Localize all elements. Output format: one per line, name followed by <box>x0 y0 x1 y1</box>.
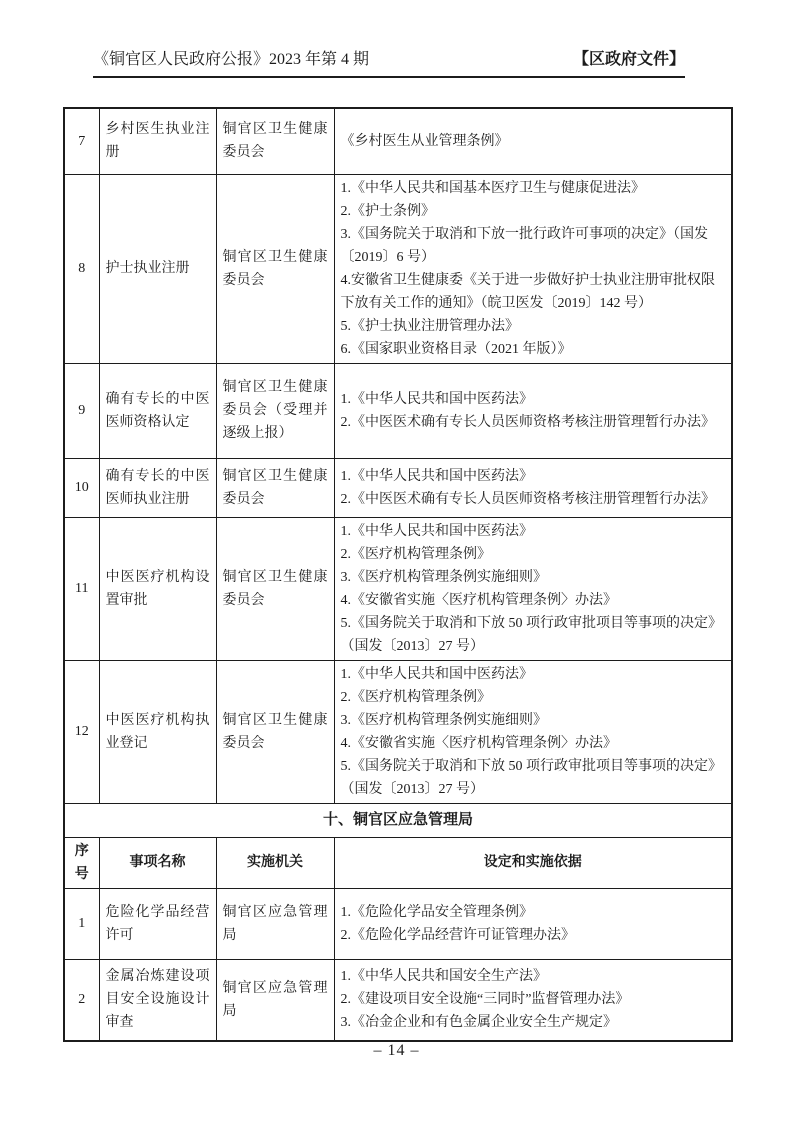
basis-item: 2.《医疗机构管理条例》 <box>340 689 491 705</box>
basis-item: 1.《中华人民共和国中医药法》 <box>340 523 533 539</box>
row-basis <box>334 108 732 174</box>
row-item: 乡村医生执业注册 <box>99 108 216 174</box>
column-header: 设定和实施依据 <box>334 837 732 888</box>
table-row <box>64 660 732 803</box>
basis-item: 《乡村医生从业管理条例》 <box>340 133 509 149</box>
row-agency: 铜官区应急管理局 <box>216 888 334 959</box>
column-header: 序号 <box>64 837 99 888</box>
basis-item: 5.《国务院关于取消和下放 50 项行政审批项目等事项的决定》（国发〔2013〕27 号） <box>340 615 722 654</box>
table-row <box>64 959 732 1041</box>
table-row <box>64 517 732 660</box>
basis-item: 4.《安徽省实施〈医疗机构管理条例〉办法》 <box>340 735 617 751</box>
basis-item: 1.《中华人民共和国中医药法》 <box>340 666 533 682</box>
basis-item: 4.安徽省卫生健康委《关于进一步做好护士执业注册审批权限下放有关工作的通知》（皖卫医发〔2019〕142 号） <box>340 272 715 311</box>
row-item: 确有专长的中医医师资格认定 <box>99 363 216 458</box>
basis-item: 2.《医疗机构管理条例》 <box>340 546 491 562</box>
row-item: 确有专长的中医医师执业注册 <box>99 458 216 517</box>
table-row <box>64 108 732 174</box>
row-basis <box>334 660 732 803</box>
table-row <box>64 458 732 517</box>
column-header-row <box>64 837 732 888</box>
row-basis <box>334 888 732 959</box>
row-seq: 1 <box>64 888 99 959</box>
table-row <box>64 888 732 959</box>
row-item: 护士执业注册 <box>99 174 216 363</box>
basis-item: 2.《中医医术确有专长人员医师资格考核注册管理暂行办法》 <box>340 491 715 507</box>
row-item: 金属冶炼建设项目安全设施设计审查 <box>99 959 216 1041</box>
row-agency: 铜官区卫生健康委员会 <box>216 458 334 517</box>
basis-item: 2.《危险化学品经营许可证管理办法》 <box>340 927 575 943</box>
table-row <box>64 174 732 363</box>
basis-item: 6.《国家职业资格目录（2021 年版）》 <box>340 341 572 357</box>
basis-item: 3.《国务院关于取消和下放一批行政许可事项的决定》（国发〔2019〕6 号） <box>340 226 708 265</box>
row-agency: 铜官区应急管理局 <box>216 959 334 1041</box>
row-seq: 12 <box>64 660 99 803</box>
basis-item: 5.《护士执业注册管理办法》 <box>340 318 519 334</box>
row-seq: 11 <box>64 517 99 660</box>
approval-table <box>63 107 733 1042</box>
page-header <box>93 50 685 78</box>
column-header: 实施机关 <box>216 837 334 888</box>
basis-item: 5.《国务院关于取消和下放 50 项行政审批项目等事项的决定》（国发〔2013〕27 号） <box>340 758 722 797</box>
row-seq: 9 <box>64 363 99 458</box>
document-category-label: 【区政府文件】 <box>572 51 685 68</box>
row-seq: 7 <box>64 108 99 174</box>
row-agency: 铜官区卫生健康委员会 <box>216 108 334 174</box>
basis-item: 2.《中医医术确有专长人员医师资格考核注册管理暂行办法》 <box>340 414 715 430</box>
basis-item: 3.《冶金企业和有色金属企业安全生产规定》 <box>340 1015 617 1031</box>
row-agency: 铜官区卫生健康委员会 <box>216 174 334 363</box>
basis-item: 2.《建设项目安全设施“三同时”监督管理办法》 <box>340 992 630 1008</box>
basis-item: 1.《中华人民共和国安全生产法》 <box>340 969 547 985</box>
row-item: 中医医疗机构执业登记 <box>99 660 216 803</box>
row-basis <box>334 517 732 660</box>
section-title: 十、铜官区应急管理局 <box>64 803 732 837</box>
row-basis <box>334 174 732 363</box>
row-basis <box>334 363 732 458</box>
page-number: – 14 – <box>373 1042 420 1059</box>
row-agency: 铜官区卫生健康委员会（受理并逐级上报） <box>216 363 334 458</box>
basis-item: 1.《中华人民共和国基本医疗卫生与健康促进法》 <box>340 180 645 196</box>
row-seq: 10 <box>64 458 99 517</box>
basis-item: 2.《护士条例》 <box>340 203 435 219</box>
row-agency: 铜官区卫生健康委员会 <box>216 517 334 660</box>
row-agency: 铜官区卫生健康委员会 <box>216 660 334 803</box>
basis-item: 4.《安徽省实施〈医疗机构管理条例〉办法》 <box>340 592 617 608</box>
gazette-title: 《铜官区人民政府公报》2023 年第 4 期 <box>93 51 370 68</box>
row-item: 危险化学品经营许可 <box>99 888 216 959</box>
row-basis <box>334 458 732 517</box>
basis-item: 1.《中华人民共和国中医药法》 <box>340 468 533 484</box>
row-seq: 8 <box>64 174 99 363</box>
row-seq: 2 <box>64 959 99 1041</box>
basis-item: 3.《医疗机构管理条例实施细则》 <box>340 712 547 728</box>
table-row <box>64 363 732 458</box>
row-basis <box>334 959 732 1041</box>
basis-item: 3.《医疗机构管理条例实施细则》 <box>340 569 547 585</box>
section-row <box>64 803 732 837</box>
column-header: 事项名称 <box>99 837 216 888</box>
basis-item: 1.《危险化学品安全管理条例》 <box>340 904 533 920</box>
basis-item: 1.《中华人民共和国中医药法》 <box>340 391 533 407</box>
row-item: 中医医疗机构设置审批 <box>99 517 216 660</box>
